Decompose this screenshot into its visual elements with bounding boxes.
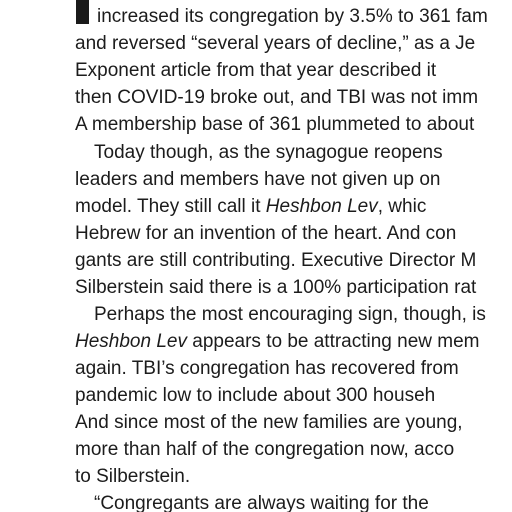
text-run: pandemic low to include about 300 househ — [75, 385, 436, 406]
text-line — [75, 84, 478, 111]
text-line — [75, 247, 476, 274]
text-line — [75, 166, 440, 193]
text-run: model. They still call it — [75, 196, 266, 217]
text-line — [75, 436, 454, 463]
text-line — [75, 328, 480, 355]
text-run: then COVID-19 broke out, and TBI was not imm — [75, 87, 479, 108]
text-line — [75, 57, 436, 84]
text-line — [75, 193, 426, 220]
text-run: Exponent article from that year described it — [75, 60, 437, 81]
text-run: , whic — [377, 196, 427, 217]
text-line — [75, 355, 459, 382]
text-line — [75, 111, 474, 138]
text-line — [97, 3, 488, 30]
text-run: Today though, as the synagogue reopens — [94, 142, 443, 163]
text-line — [75, 409, 463, 436]
paragraph-marker — [76, 0, 89, 24]
text-line — [75, 274, 476, 301]
text-run: to Silberstein. — [75, 466, 191, 487]
text-line — [75, 463, 190, 490]
text-run: And since most of the new families are young, — [75, 412, 463, 433]
text-run: gants are still contributing. Executive Director M — [75, 250, 477, 271]
text-line — [75, 30, 475, 57]
text-run: increased its congregation by 3.5% to 361 fam — [97, 6, 488, 27]
text-run: A membership base of 361 plummeted to about — [75, 114, 475, 135]
text-line — [94, 139, 443, 166]
text-run: and reversed “several years of decline,” as a Je — [75, 33, 476, 54]
text-line — [94, 301, 486, 328]
italic-term: Heshbon Lev — [75, 331, 187, 352]
text-run: Hebrew for an invention of the heart. And con — [75, 223, 457, 244]
text-run: Silberstein said there is a 100% participation rat — [75, 277, 477, 298]
text-run: “Congregants are always waiting for the — [94, 493, 429, 512]
text-run: Perhaps the most encouraging sign, though, is — [94, 304, 486, 325]
text-run: appears to be attracting new mem — [186, 331, 480, 352]
text-run: leaders and members have not given up on — [75, 169, 441, 190]
italic-term: Heshbon Lev — [265, 196, 378, 217]
text-run: again. TBI’s congregation has recovered from — [75, 358, 459, 379]
text-line — [75, 220, 456, 247]
text-line — [94, 490, 429, 512]
text-run: more than half of the congregation now, acco — [75, 439, 455, 460]
text-line — [75, 382, 435, 409]
